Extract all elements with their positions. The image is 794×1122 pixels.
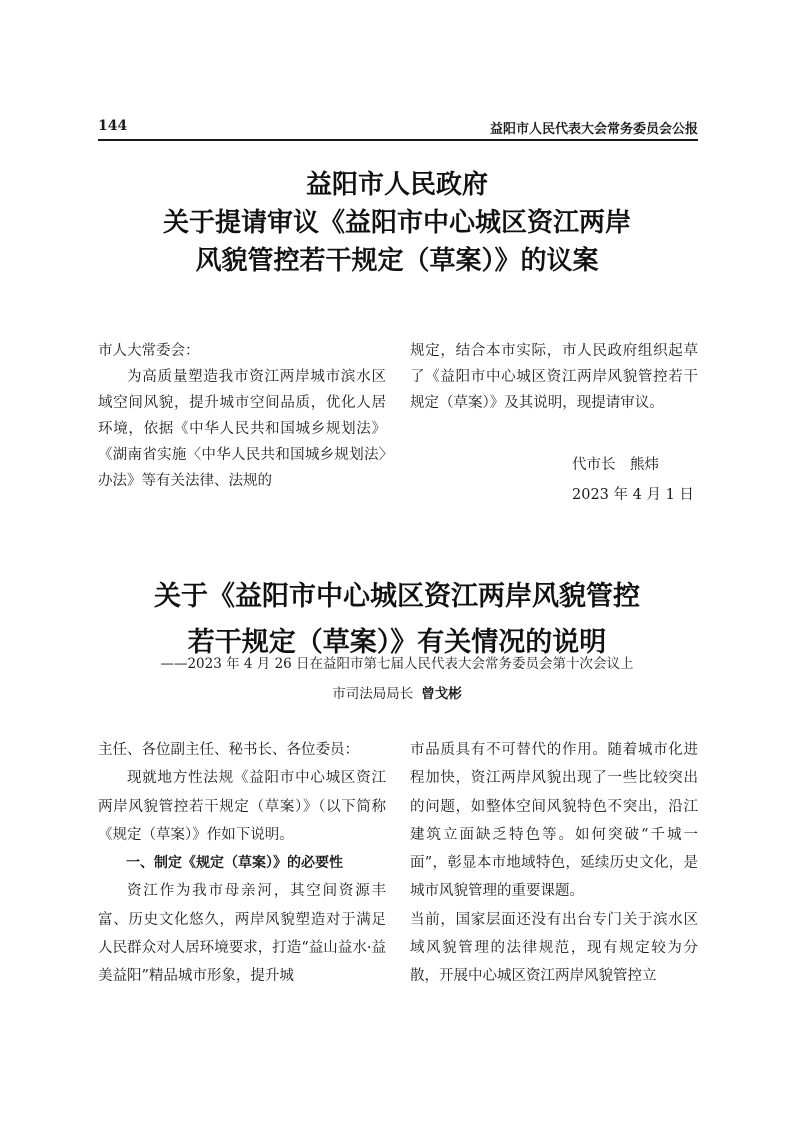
motion-title [0, 166, 794, 280]
motion-title-line: 益阳市人民政府 [305, 170, 488, 200]
explanation-title-line: 若干规定（草案）》有关情况的说明 [187, 627, 607, 658]
journal-title: 益阳市人民代表大会常务委员会公报 [489, 122, 698, 137]
explanation-column-right [410, 736, 698, 991]
greeting: 主任、各位副主任、秘书长、各位委员： [98, 742, 359, 758]
motion-title-line: 风貌管控若干规定（草案）》的议案 [195, 246, 599, 276]
header-rule [98, 139, 698, 141]
body-paragraph: 资江作为我市母亲河，其空间资源丰富、历史文化悠久，两岸风貌塑造对于满足人民群众对人居环境要求，打造“益山益水·益美益阳”精品城市形象，提升城 [98, 883, 386, 985]
salutation: 市人大常委会： [98, 343, 200, 359]
author-role: 市司法局局长 [332, 686, 414, 702]
subtitle: ——2023 年 4 月 26 日在益阳市第七届人民代表大会常务委员会第十次会议上 [160, 656, 634, 672]
signature-date: 2023 年 4 月 1 日 [572, 487, 694, 503]
motion-column-right [410, 338, 698, 416]
body-paragraph: 当前，国家层面还没有出台专门关于滨水区域风貌管理的法律规范，现有规定较为分散，开展中心城区资江两岸风貌管控立 [410, 911, 698, 985]
body-paragraph-continued: 市品质具有不可替代的作用。随着城市化进程加快，资江两岸风貌出现了一些比较突出的问题，如整体空间风貌特色不突出，沿江建筑立面缺乏特色等。如何突破“千城一面”，彰显本市地域特色，延续历史文化，是城市风貌管理的重要课题。 [410, 742, 698, 900]
motion-title-line: 关于提请审议《益阳市中心城区资江两岸 [162, 208, 631, 238]
intro-paragraph: 现就地方性法规《益阳市中心城区资江两岸风貌管控若干规定（草案）》（以下简称《规定（草案）》作如下说明。 [98, 770, 386, 843]
motion-body-left: 为高质量塑造我市资江两岸城市滨水区域空间风貌，提升城市空间品质，优化人居环境，依据《中华人民共和国城乡规划法》《湖南省实施〈中华人民共和国城乡规划法〉办法》等有关法律、法规的 [98, 369, 386, 489]
motion-body-right: 规定，结合本市实际，市人民政府组织起草了《益阳市中心城区资江两岸风貌管控若干规定（草案）》及其说明，现提请审议。 [410, 343, 698, 411]
author-line [0, 682, 794, 702]
author-name: 曾戈彬 [421, 686, 462, 702]
page-header [98, 118, 698, 138]
motion-column-left [98, 338, 386, 494]
section-heading: 一、制定《规定（草案）》的必要性 [126, 855, 343, 872]
signer: 代市长 熊炜 [572, 457, 659, 473]
page-number: 144 [98, 118, 128, 134]
explanation-column-left [98, 736, 386, 991]
explanation-title-line: 关于《益阳市中心城区资江两岸风貌管控 [154, 581, 640, 612]
